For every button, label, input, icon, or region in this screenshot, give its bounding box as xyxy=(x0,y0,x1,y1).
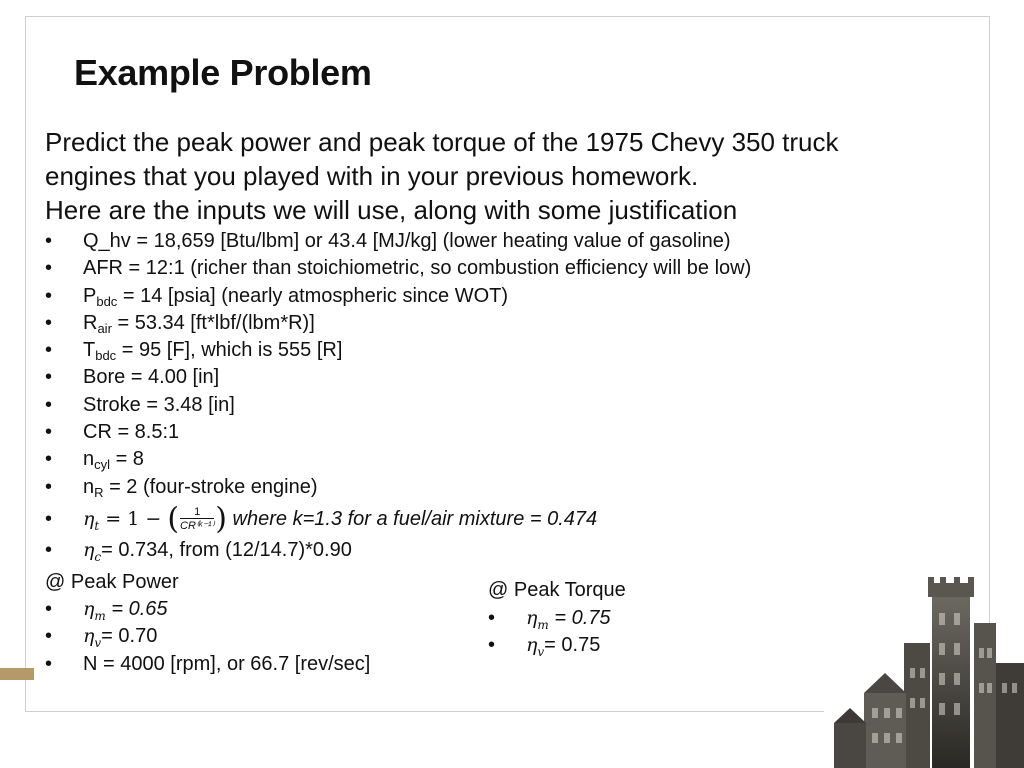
nr-symbol: n xyxy=(83,475,95,498)
pt-eta-m-value: = 0.75 xyxy=(548,607,611,629)
nr-subscript: R xyxy=(94,484,104,500)
ncyl-value: = 8 xyxy=(110,448,144,471)
bullet: • xyxy=(45,598,53,620)
bullet: • xyxy=(45,366,53,389)
bullet: • xyxy=(45,475,53,498)
ncyl-text xyxy=(83,446,144,473)
intro-text xyxy=(45,125,945,227)
eta-v-symbol: $\eta_v$ xyxy=(83,625,102,651)
bore-text: Bore = 4.00 [in] xyxy=(83,366,220,389)
campus-building-image xyxy=(824,573,1024,768)
nr-text xyxy=(83,474,318,501)
tbdc-symbol: T xyxy=(83,339,96,362)
pp-eta-m-value: = 0.65 xyxy=(105,598,168,620)
eta-t-equals: = 1 − xyxy=(99,507,168,530)
eta-c-text xyxy=(83,537,352,571)
bullet: • xyxy=(45,448,53,471)
eta-c-value: = 0.734, from (12/14.7)*0.90 xyxy=(101,538,352,561)
pp-eta-v-value: = 0.70 xyxy=(101,625,158,648)
tbdc-value: = 95 [F], which is 555 [R] xyxy=(116,339,343,362)
pbdc-value: = 14 [psia] (nearly atmospheric since WOT) xyxy=(117,284,509,307)
qhv-text: Q_hv = 18,659 [Btu/lbm] or 43.4 [MJ/kg] (lower heating value of gasoline) xyxy=(83,230,731,252)
afr-text: AFR = 12:1 (richer than stoichiometric, so combustion efficiency will be low) xyxy=(83,257,752,280)
pt-eta-v-value: = 0.75 xyxy=(544,634,601,657)
bullet: • xyxy=(45,230,53,252)
rair-symbol: R xyxy=(83,311,98,334)
bullet: • xyxy=(488,634,496,657)
fraction-numerator: 1 xyxy=(180,506,214,519)
intro-line-2: engines that you played with in your previous homework. xyxy=(45,161,699,191)
intro-line-3: Here are the inputs we will use, along with some justification xyxy=(45,195,738,225)
rair-text xyxy=(83,310,315,337)
bullet: • xyxy=(45,625,53,648)
pp-speed-text: N = 4000 [rpm], or 66.7 [rev/sec] xyxy=(83,652,371,675)
bullet: • xyxy=(45,538,53,561)
eta-t-note: where k=1.3 for a fuel/air mixture = 0.474 xyxy=(226,507,598,530)
eta-t-symbol: $\eta_t$ xyxy=(83,507,100,533)
bullet: • xyxy=(45,507,53,530)
right-paren: ) xyxy=(215,501,227,537)
eta-c-symbol: $\eta_c$ xyxy=(83,538,102,564)
cr-text: CR = 8.5:1 xyxy=(83,421,180,444)
pt-eta-v-text xyxy=(526,632,600,666)
pbdc-text xyxy=(83,283,508,310)
bullet: • xyxy=(45,652,53,675)
rair-subscript: air xyxy=(97,320,112,336)
bullet: • xyxy=(45,421,53,444)
eta-m-symbol: $\eta_m$ xyxy=(83,598,106,623)
fraction-denominator: CR⁽ᵏ⁻¹⁾ xyxy=(180,520,215,533)
bullet: • xyxy=(45,393,53,416)
eta-m-symbol: $\eta_m$ xyxy=(526,607,549,632)
bullet: • xyxy=(45,284,53,307)
accent-bar xyxy=(0,668,34,680)
left-paren: ( xyxy=(167,501,180,537)
eta-v-symbol: $\eta_v$ xyxy=(526,634,545,660)
rair-value: = 53.34 [ft*lbf/(lbm*R)] xyxy=(111,311,315,334)
slide-title: Example Problem xyxy=(74,52,372,93)
nr-value: = 2 (four-stroke engine) xyxy=(103,475,318,498)
bullet: • xyxy=(45,339,53,362)
peak-power-title: @ Peak Power xyxy=(45,571,179,593)
intro-line-1: Predict the peak power and peak torque of the 1975 Chevy 350 truck xyxy=(45,127,839,157)
pbdc-subscript: bdc xyxy=(96,293,118,309)
peak-torque-title: @ Peak Torque xyxy=(488,579,626,601)
tbdc-text xyxy=(83,337,342,364)
bullet: • xyxy=(45,311,53,334)
stroke-text: Stroke = 3.48 [in] xyxy=(83,393,235,416)
ncyl-symbol: n xyxy=(83,448,95,471)
ncyl-subscript: cyl xyxy=(94,457,111,473)
eta-t-fraction xyxy=(180,506,214,533)
tbdc-subscript: bdc xyxy=(95,348,117,364)
bullet: • xyxy=(488,607,496,629)
bullet: • xyxy=(45,257,53,280)
pbdc-symbol: P xyxy=(83,284,97,307)
